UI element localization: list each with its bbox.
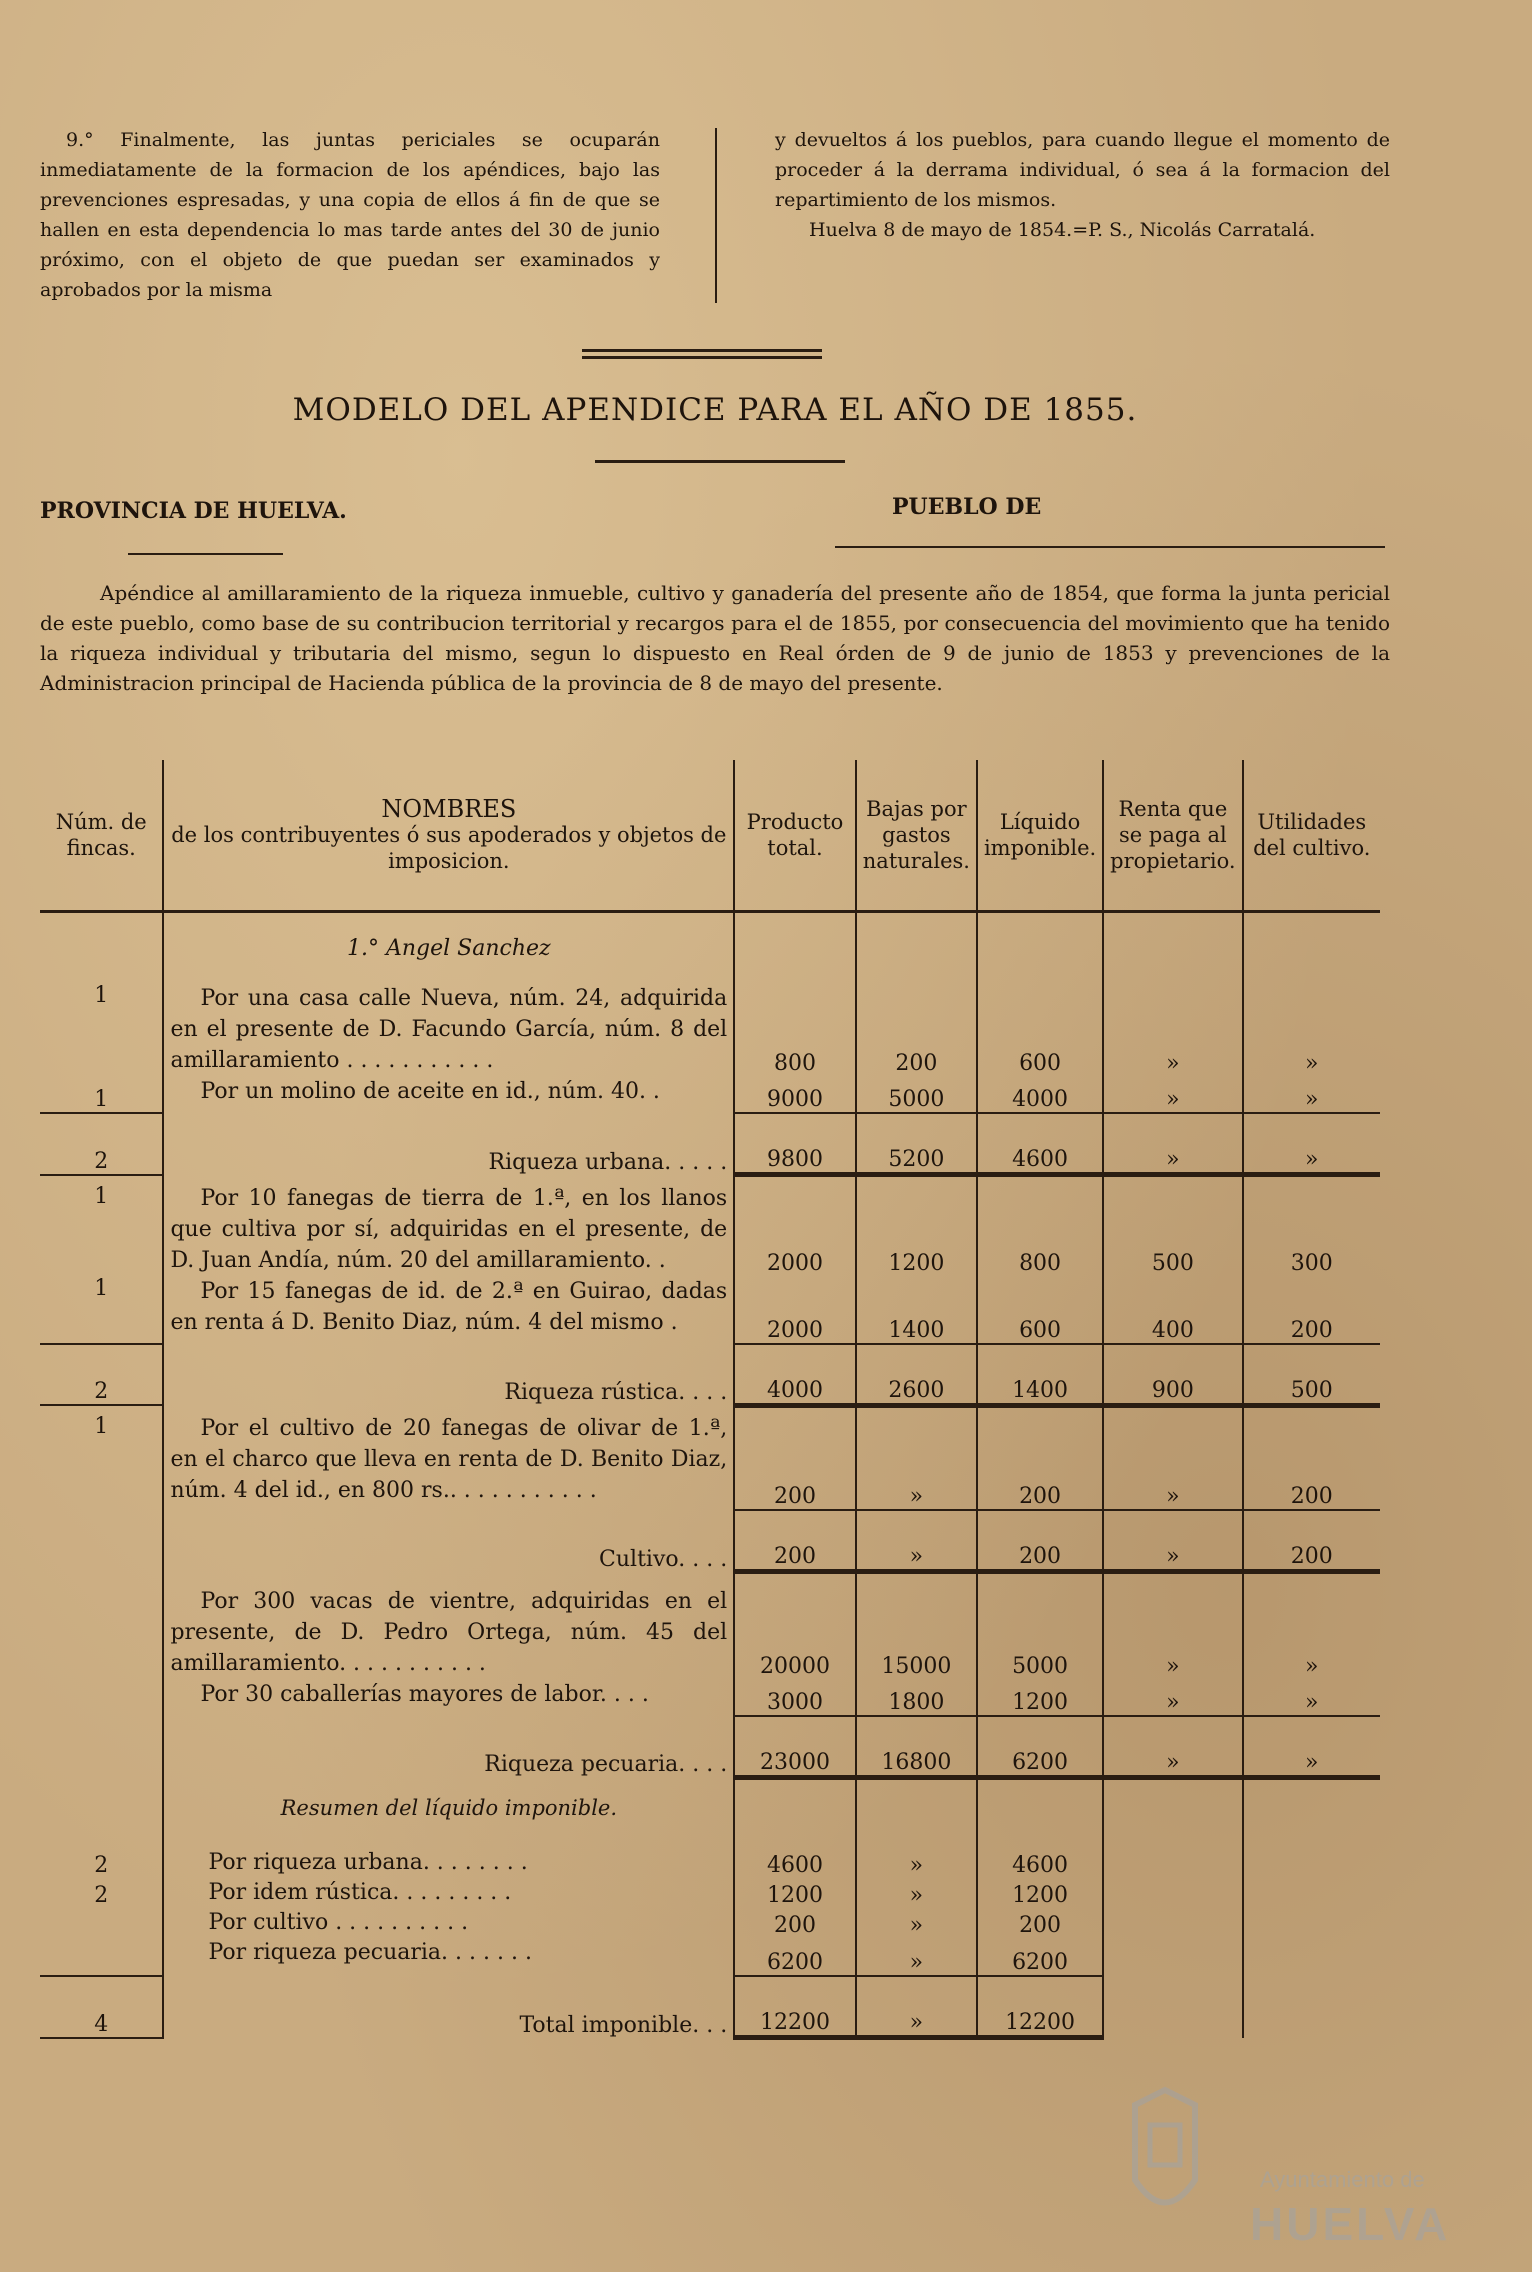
table-row: 1 Por un molino de aceite en id., núm. 40. . 9000 5000 4000 » » bbox=[40, 1076, 1380, 1113]
subtotal-row-pecuaria: Riqueza pecuaria. . . . 23000 16800 6200 » » bbox=[40, 1716, 1380, 1778]
ornament-rule-top bbox=[582, 349, 822, 352]
subtotal-row-rustica: 2 Riqueza rústica. . . . 4000 2600 1400 900 500 bbox=[40, 1344, 1380, 1406]
top-right-paragraph: y devueltos á los pueblos, para cuando llegue el momento de proceder á la derrama individual, ó sea á la formacion del repartimiento de los mismos. bbox=[775, 129, 1390, 211]
column-divider bbox=[715, 128, 717, 303]
subtotal-row-urbana: 2 Riqueza urbana. . . . . 9800 5200 4600 » » bbox=[40, 1113, 1380, 1175]
top-left-paragraph: 9.° Finalmente, las juntas periciales se ocuparán inmediatamente de la formacion de los apéndices, bajo las prevenciones espresadas, y una copia de ellos á fin de que se hallen en esta dependencia lo mas tarde antes del 30 de junio próximo, con el objeto de que puedan ser examinados y aprobados por la misma bbox=[40, 129, 660, 301]
town-label: PUEBLO DE bbox=[892, 494, 1042, 520]
resumen-row: 2 Por idem rústica. . . . . . . . . 1200 » 1200 bbox=[40, 1878, 1380, 1908]
page-title: MODELO DEL APENDICE PARA EL AÑO DE 1855. bbox=[292, 392, 1138, 428]
contributor-name: 1.° Angel Sanchez bbox=[163, 912, 734, 984]
resumen-row: Por riqueza pecuaria. . . . . . . 6200 » 6200 bbox=[40, 1938, 1380, 1976]
table-row: 1 Por el cultivo de 20 fanegas de olivar de 1.ª, en el charco que lleva en renta de D. Benito Diaz, núm. 4 del id., en 800 rs.. . . . . . . . . . . 200 » 200 » 200 bbox=[40, 1405, 1380, 1510]
header-bajas: Bajas por gastos naturales. bbox=[856, 760, 977, 912]
ornament-rule-top-2 bbox=[582, 356, 822, 359]
crest-icon bbox=[1120, 2085, 1210, 2235]
table-row: 1 Por 10 fanegas de tierra de 1.ª, en los llanos que cultiva por sí, adquiridas en el presente, de D. Juan Andía, núm. 20 del amillaramiento. . 2000 1200 800 500 300 bbox=[40, 1175, 1380, 1276]
header-nombres-title: NOMBRES bbox=[381, 795, 517, 823]
table-header-row bbox=[40, 760, 1380, 912]
table-row: Por 30 caballerías mayores de labor. . . . 3000 1800 1200 » » bbox=[40, 1679, 1380, 1716]
top-right-block bbox=[775, 125, 1390, 245]
province-label: PROVINCIA DE HUELVA. bbox=[40, 498, 347, 524]
grand-total-row: 4 Total imponible. . . 12200 » 12200 bbox=[40, 1976, 1380, 2038]
watermark-line2: HUELVA bbox=[1250, 2198, 1451, 2250]
table-row: 1 Por una casa calle Nueva, núm. 24, adquirida en el presente de D. Facundo García, núm. 8 del amillaramiento . . . . . . . . . . . 800 200 600 » » bbox=[40, 983, 1380, 1076]
contributor-row bbox=[40, 912, 1380, 984]
header-num: Núm. de fincas. bbox=[40, 760, 163, 912]
header-utilidades: Utilidades del cultivo. bbox=[1243, 760, 1380, 912]
ornament-town bbox=[835, 546, 1385, 548]
resumen-title-row bbox=[40, 1777, 1380, 1839]
resumen-row: Por cultivo . . . . . . . . . . 200 » 200 bbox=[40, 1908, 1380, 1938]
subtotal-row-cultivo: Cultivo. . . . 200 » 200 » 200 bbox=[40, 1510, 1380, 1572]
appendix-table bbox=[40, 760, 1380, 2040]
table-row: Por 300 vacas de vientre, adquiridas en el presente, de D. Pedro Ortega, núm. 45 del amillaramiento. . . . . . . . . . . 20000 15000 5000 » » bbox=[40, 1572, 1380, 1679]
resumen-title: Resumen del líquido imponible. bbox=[163, 1777, 734, 1839]
header-nombres-sub: de los contribuyentes ó sus apoderados y objetos de imposicion. bbox=[171, 823, 727, 873]
ornament-province bbox=[128, 553, 283, 555]
table-row: 1 Por 15 fanegas de id. de 2.ª en Guirao, dadas en renta á D. Benito Diaz, núm. 4 del mismo . 2000 1400 600 400 200 bbox=[40, 1276, 1380, 1344]
intro-paragraph: Apéndice al amillaramiento de la riqueza inmueble, cultivo y ganadería del presente año de 1854, que forma la junta pericial de este pueblo, como base de su contribucion territorial y recargos para el de 1855, por consecuencia del movimiento que ha tenido la riqueza individual y tributaria del mismo, segun lo dispuesto en Real órden de 9 de junio de 1853 y prevenciones de la Administracion principal de Hacienda pública de la provincia de 8 de mayo del presente. bbox=[40, 581, 1390, 695]
watermark-line1: Ayuntamiento de bbox=[1260, 2167, 1425, 2192]
signature: Huelva 8 de mayo de 1854.=P. S., Nicolás Carratalá. bbox=[809, 219, 1316, 241]
header-liquido: Líquido imponible. bbox=[977, 760, 1103, 912]
ornament-rule-title bbox=[595, 460, 845, 463]
header-nombres bbox=[163, 760, 734, 912]
header-renta: Renta que se paga al propietario. bbox=[1103, 760, 1242, 912]
archive-watermark bbox=[1120, 2075, 1460, 2265]
resumen-row: 2 Por riqueza urbana. . . . . . . . 4600 » 4600 bbox=[40, 1839, 1380, 1878]
header-producto: Producto total. bbox=[734, 760, 856, 912]
